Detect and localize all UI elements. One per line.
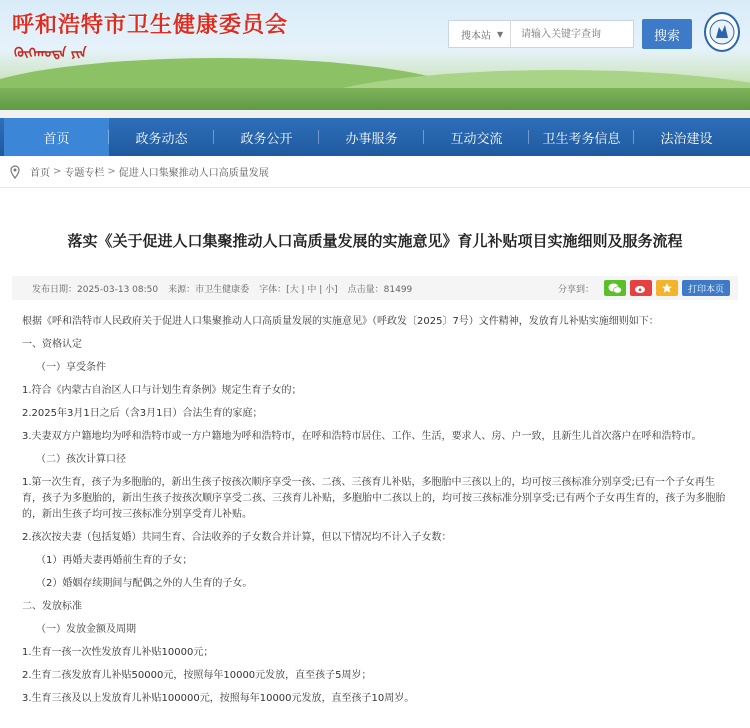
breadcrumb-separator: >	[107, 166, 116, 177]
search-scope-label: 搜本站	[461, 30, 491, 42]
article-subheading: （二）孩次计算口径	[36, 454, 126, 465]
nav-item-interaction[interactable]: 互动交流	[424, 118, 529, 156]
wechat-icon[interactable]	[604, 280, 626, 296]
article-paragraph: 3.夫妻双方户籍地均为呼和浩特市或一方户籍地为呼和浩特市，在呼和浩特市居住、工作、生活，要求人、房、户一致，且新生儿首次落户在呼和浩特市。	[22, 431, 702, 442]
breadcrumb-link-topics[interactable]: 专题专栏	[64, 168, 105, 179]
article-paragraph: 根据《呼和浩特市人民政府关于促进人口集聚推动人口高质量发展的实施意见》（呼政发〔2025〕7号）文件精神，发放育儿补贴实施细则如下：	[22, 316, 659, 327]
font-size-switch[interactable]: 字体：[大 | 中 | 小]	[259, 284, 338, 295]
caret-down-icon: ▼	[497, 29, 504, 39]
article-paragraph: 2.2025年3月1日之后（含3月1日）合法生育的家庭；	[22, 408, 263, 419]
breadcrumb-link-current[interactable]: 促进人口集聚推动人口高质量发展	[118, 168, 269, 179]
print-button[interactable]: 打印本页	[682, 280, 730, 296]
weibo-icon[interactable]	[630, 280, 652, 296]
nav-item-rule-of-law[interactable]: 法治建设	[660, 131, 713, 147]
article-title: 落实《关于促进人口集聚推动人口高质量发展的实施意见》育儿补贴项目实施细则及服务流程	[67, 232, 683, 250]
search-box	[448, 20, 634, 48]
nav-item-exam-info[interactable]: 卫生考务信息	[529, 118, 634, 156]
breadcrumb-separator: >	[53, 166, 62, 177]
article-paragraph: 1.符合《内蒙古自治区人口与计划生育条例》规定生育子女的；	[22, 385, 302, 396]
article-body	[12, 300, 738, 707]
site-header	[0, 0, 750, 110]
site-title[interactable]: 呼和浩特市卫生健康委员会	[12, 13, 289, 38]
share-label: 分享到：	[557, 284, 594, 295]
nav-item-government-affairs[interactable]: 政务公开	[214, 118, 319, 156]
header-ground-decoration	[0, 88, 750, 110]
article-list-item: （1）再婚夫妻再婚前生育的子女；	[36, 555, 193, 566]
hit-count: 点击量：81499	[347, 284, 413, 295]
main-nav	[0, 118, 750, 156]
article-paragraph: 3.生育三孩及以上发放育儿补贴100000元，按照每年10000元发放，直至孩子10周岁。	[22, 693, 415, 704]
article-paragraph: 1.生育一孩一次性发放育儿补贴10000元；	[22, 647, 214, 658]
article-subheading: （一）享受条件	[36, 362, 106, 373]
search-button[interactable]: 搜索	[642, 19, 692, 49]
emblem-icon[interactable]	[704, 12, 740, 52]
article-subheading: （一）发放金额及周期	[36, 624, 136, 635]
nav-item-home[interactable]: 首页	[4, 118, 109, 156]
search-input[interactable]	[511, 21, 631, 47]
article-paragraph: 1.第一次生育，孩子为多胞胎的，新出生孩子按孩次顺序享受一孩、二孩、三孩育儿补贴，多胞胎中三孩以上的，均可按三孩标准分别享受;已有一个子女再生育，孩子为多胞胎的，新出生孩子按孩次顺序享受二孩、三孩育儿补贴，多胞胎中二孩以上的，均可按三孩标准分别享受;已有两个子女再生育的，孩子为多胞胎的，新出生孩子均可按三孩标准分别享受育儿补贴。	[22, 477, 726, 520]
nav-item-government-news[interactable]: 政务动态	[109, 118, 214, 156]
search-scope-select[interactable]	[449, 21, 511, 47]
publish-date: 发布日期：2025-03-13 08:50	[32, 284, 159, 295]
breadcrumb	[0, 156, 750, 188]
location-icon	[8, 165, 22, 179]
nav-item-services[interactable]: 办事服务	[319, 118, 424, 156]
article-list-item: （2）婚姻存续期间与配偶之外的人生育的子女。	[36, 578, 253, 589]
article-paragraph: 2.生育二孩发放育儿补贴50000元，按照每年10000元发放，直至孩子5周岁；	[22, 670, 372, 681]
share-bar	[558, 280, 730, 296]
article-heading: 二、发放标准	[22, 601, 82, 612]
site-title-mongolian: ᠬᠥᠬᠡᠬᠣᠲᠠ ᠶᠢᠨ	[14, 46, 87, 61]
breadcrumb-link-home[interactable]: 首页	[30, 168, 50, 179]
article-paragraph: 2.孩次按夫妻（包括复婚）共同生育、合法收养的子女数合并计算，但以下情况均不计入子女数：	[22, 532, 452, 543]
article-meta-bar	[12, 276, 738, 300]
favorite-icon[interactable]	[656, 280, 678, 296]
article-heading: 一、资格认定	[22, 339, 82, 350]
article	[0, 188, 750, 728]
article-source: 来源：市卫生健康委	[168, 284, 250, 295]
